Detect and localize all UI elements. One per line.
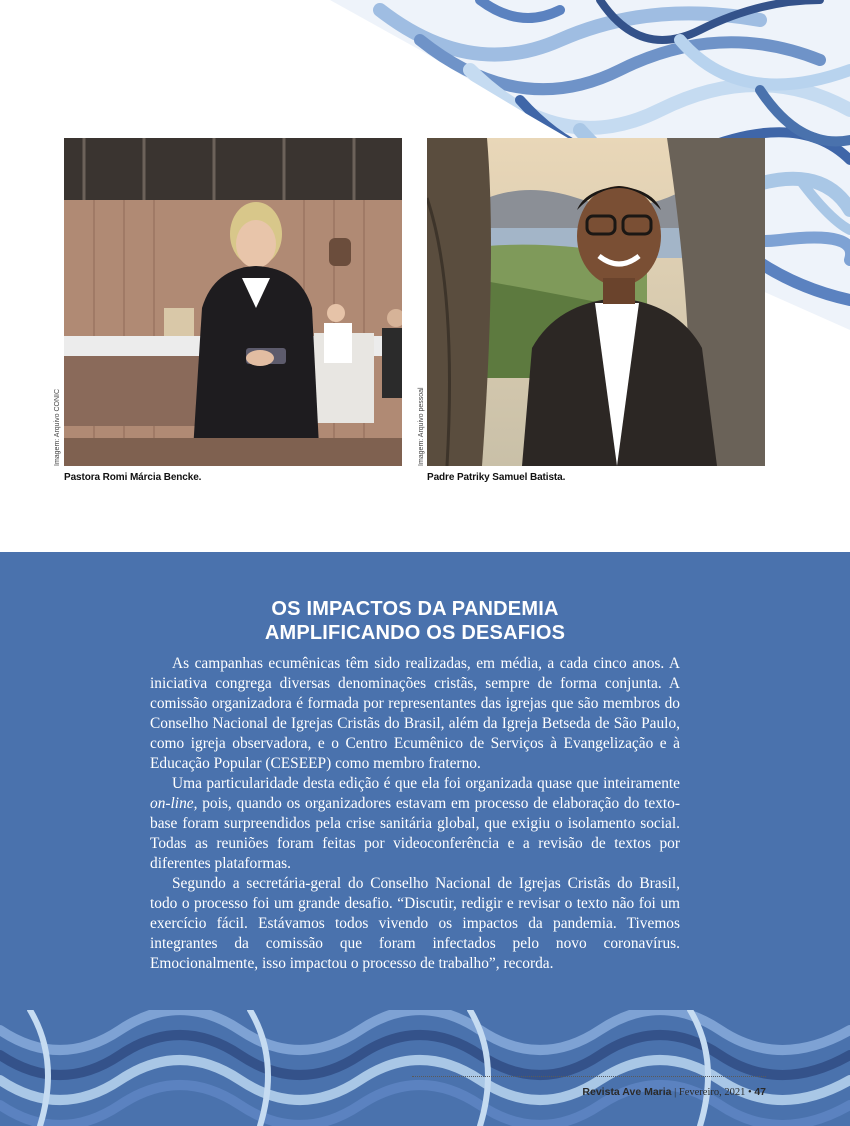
paragraph-3: Segundo a secretária-geral do Conselho Nacional de Igrejas Cristãs do Brasil, todo o processo foi um grande desafio. “Discutir, redigir e revisar o texto não foi um exercício fácil. Estávamos todos vivendo os impactos da pandemia. Tivemos integrantes da comissão que foram infectados pelo novo coronavírus. Emocionalmente, isso impactou o processo de trabalho”, recorda. xyxy=(150,875,680,972)
footer-text xyxy=(582,1086,766,1098)
paragraph-2-start: Uma particularidade desta edição é que ela foi organizada quase que inteiramente xyxy=(172,775,680,792)
issue-date: Fevereiro, 2021 xyxy=(678,1087,746,1098)
magazine-name: Revista Ave Maria xyxy=(582,1086,672,1098)
footer-bullet: • xyxy=(748,1087,752,1098)
article-band xyxy=(0,552,850,1126)
article-heading xyxy=(150,597,680,645)
photo-caption-left: Pastora Romi Márcia Bencke. xyxy=(64,472,202,483)
page-footer xyxy=(412,1076,766,1117)
paragraph-1: As campanhas ecumênicas têm sido realizadas, em média, a cada cinco anos. A iniciativa congrega diversas denominações cristãs, sempre de forma conjunta. A comissão organizadora é formada por representantes das igrejas que são membros do Conselho Nacional de Igrejas Cristãs do Brasil, além da Igreja Betseda de São Paulo, como igreja observadora, e o Centro Ecumênico de Serviços à Evangelização e à Educação Popular (CESEEP) como membro fraterno. xyxy=(150,655,680,772)
footer-separator: | xyxy=(674,1087,677,1098)
paragraph-2-italic: on-line xyxy=(150,795,194,812)
heading-line-2: AMPLIFICANDO OS DESAFIOS xyxy=(264,622,566,644)
article-body xyxy=(150,654,680,974)
photo-credit-right: Imagem: Arquivo pessoal xyxy=(418,387,425,466)
photo-padre xyxy=(427,138,765,466)
photo-caption-right: Padre Patriky Samuel Batista. xyxy=(427,472,566,483)
page-number: 47 xyxy=(754,1086,766,1098)
paragraph-2 xyxy=(150,774,680,874)
paragraph-2-end: , pois, quando os organizadores estavam em processo de elaboração do texto-base foram surpreendidos pela crise sanitária global, que exigiu o isolamento social. Todas as reuniões foram feitas por videoconferência e a revisão de textos por diferentes plataformas. xyxy=(150,795,680,872)
photo-pastora xyxy=(64,138,402,466)
photo-credit-left: Imagem: Arquivo CONIC xyxy=(54,388,61,466)
heading-line-1: OS IMPACTOS DA PANDEMIA xyxy=(271,598,559,620)
